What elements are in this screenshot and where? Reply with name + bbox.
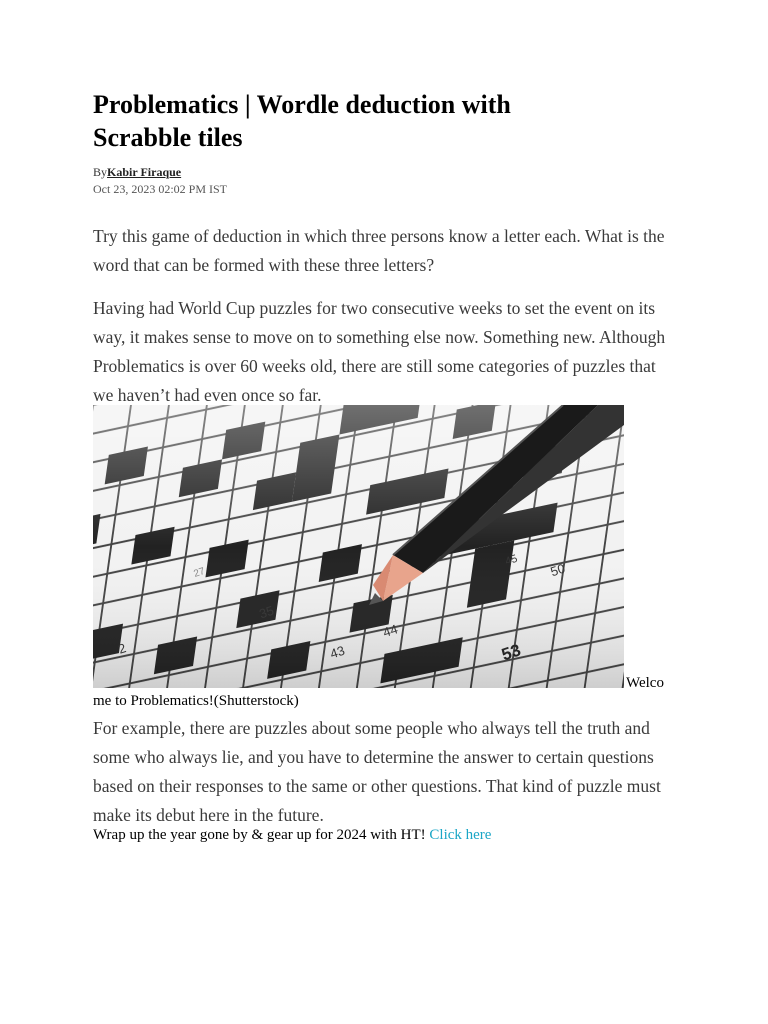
article-title: Problematics | Wordle deduction with Scrabble tiles [93,90,511,152]
promo-text: Wrap up the year gone by & gear up for 2024 with HT! [93,827,426,843]
crossword-illustration [93,405,624,688]
paragraph-3: For example, there are puzzles about some people who always tell the truth and some who always lie, and you have to determine the answer to certain questions based on their responses to the same or other questions. That kind of puzzle must make its debut here in the future. [93,718,661,825]
author-link[interactable]: Kabir Firaque [107,165,182,179]
image-caption-end: me to Problematics!(Shutterstock) [93,693,299,709]
publish-date: Oct 23, 2023 02:02 PM IST [93,182,228,196]
crossword-pencil-image [93,405,624,688]
paragraph-2: Having had World Cup puzzles for two consecutive weeks to set the event on its way, it makes sense to move on to something else now. Something new. Although Problematics is over 60 weeks old, there are still some categories of puzzles that we haven’t had even once so far. [93,298,666,405]
promo-banner [93,826,491,844]
image-caption-start: Welco [626,675,664,691]
paragraph-intro: Try this game of deduction in which three persons know a letter each. What is the word that can be formed with these three letters? [93,226,665,275]
byline-prefix: By [93,165,108,179]
byline [93,165,181,180]
promo-link[interactable]: Click here [429,827,492,843]
